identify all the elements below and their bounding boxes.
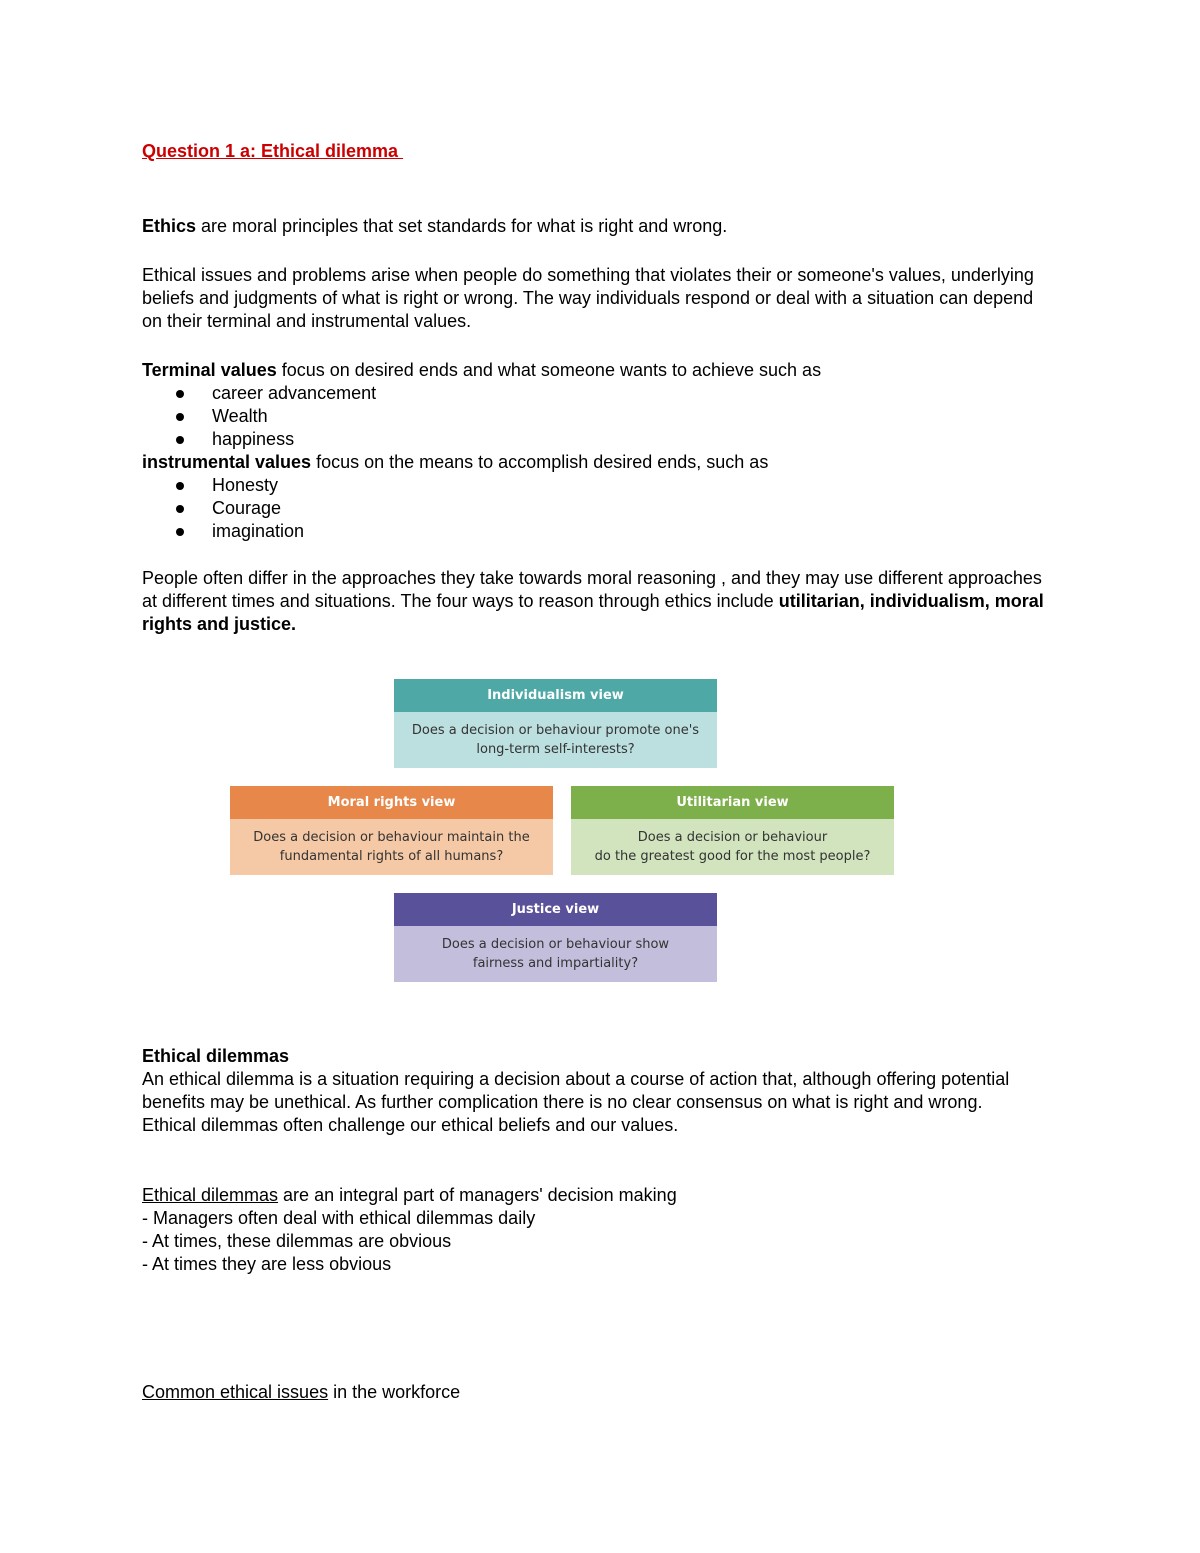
integral-underlined: Ethical dilemmas <box>142 1185 279 1205</box>
values-section <box>142 359 1052 543</box>
instrumental-values-list <box>142 474 1052 543</box>
dilemmas-p1: An ethical dilemma is a situation requiring a decision about a course of action that, although offering potential benefits may be unethical. As further complication there is no clear consensus on what is right and wrong. <box>142 1069 1010 1112</box>
moral-rights-line1: Does a decision or behaviour maintain the <box>253 830 530 845</box>
justice-line2: fairness and impartiality? <box>472 956 639 971</box>
terminal-values-text: focus on desired ends and what someone wants to achieve such as <box>276 360 822 380</box>
common-underlined: Common ethical issues <box>142 1382 329 1402</box>
individualism-line2: long-term self-interests? <box>476 742 635 757</box>
integral-line: - At times, these dilemmas are obvious <box>142 1231 452 1251</box>
reasoning-paragraph <box>142 567 1052 636</box>
list-item: happiness <box>142 428 1052 451</box>
ethics-definition-text: are moral principles that set standards for what is right and wrong. <box>196 216 728 236</box>
individualism-line1: Does a decision or behaviour promote one's <box>411 723 700 738</box>
justice-line1: Does a decision or behaviour show <box>441 937 670 952</box>
utilitarian-view-header: Utilitarian view <box>571 786 894 819</box>
integral-section <box>142 1184 1052 1276</box>
ethics-definition <box>142 215 1052 238</box>
issues-paragraph <box>142 264 1052 333</box>
utilitarian-view-body <box>571 819 894 875</box>
list-item: Wealth <box>142 405 1052 428</box>
reasoning-bold: utilitarian, individualism, moral rights and justice. <box>142 591 1044 634</box>
bullet-icon <box>176 505 184 513</box>
individualism-view-body <box>394 712 717 768</box>
page-title: Question 1 a: Ethical dilemma <box>142 141 404 161</box>
ethics-term: Ethics <box>142 216 197 236</box>
dilemmas-section <box>142 1045 1052 1137</box>
list-item: career advancement <box>142 382 1052 405</box>
list-item: Honesty <box>142 474 1052 497</box>
moral-rights-line2: fundamental rights of all humans? <box>279 849 504 864</box>
bullet-icon <box>176 436 184 444</box>
issues-paragraph-text: Ethical issues and problems arise when people do something that violates their or someone's values, underlying beliefs and judgments of what is right or wrong. The way individuals respond or deal with a situation can depend on their terminal and instrumental values. <box>142 265 1034 331</box>
list-item: imagination <box>142 520 1052 543</box>
terminal-values-list <box>142 382 1052 451</box>
utilitarian-line2: do the greatest good for the most people? <box>594 849 871 864</box>
moral-rights-view-body <box>230 819 553 875</box>
bullet-icon <box>176 482 184 490</box>
justice-view-body <box>394 926 717 982</box>
integral-line: - Managers often deal with ethical dilemmas daily <box>142 1208 536 1228</box>
bullet-icon <box>176 390 184 398</box>
instrumental-values-text: focus on the means to accomplish desired ends, such as <box>311 452 769 472</box>
integral-text: are an integral part of managers' decision making <box>278 1185 677 1205</box>
dilemmas-p2: Ethical dilemmas often challenge our ethical beliefs and our values. <box>142 1115 679 1135</box>
moral-rights-view-header: Moral rights view <box>230 786 553 819</box>
individualism-view-header: Individualism view <box>394 679 717 712</box>
instrumental-values-term: instrumental values <box>142 452 312 472</box>
list-item: Courage <box>142 497 1052 520</box>
justice-view-box <box>394 893 717 982</box>
reasoning-text: People often differ in the approaches they take towards moral reasoning , and they may use different approaches at different times and situations. The four ways to reason through ethics include <box>142 568 1042 611</box>
moral-rights-view-box <box>230 786 553 875</box>
terminal-values-term: Terminal values <box>142 360 277 380</box>
integral-line: - At times they are less obvious <box>142 1254 392 1274</box>
bullet-icon <box>176 528 184 536</box>
individualism-view-box <box>394 679 717 768</box>
bullet-icon <box>176 413 184 421</box>
common-text: in the workforce <box>328 1382 461 1402</box>
utilitarian-line1: Does a decision or behaviour <box>637 830 828 845</box>
utilitarian-view-box <box>571 786 894 875</box>
dilemmas-heading: Ethical dilemmas <box>142 1046 290 1066</box>
common-issues-line <box>142 1381 1052 1404</box>
justice-view-header: Justice view <box>394 893 717 926</box>
